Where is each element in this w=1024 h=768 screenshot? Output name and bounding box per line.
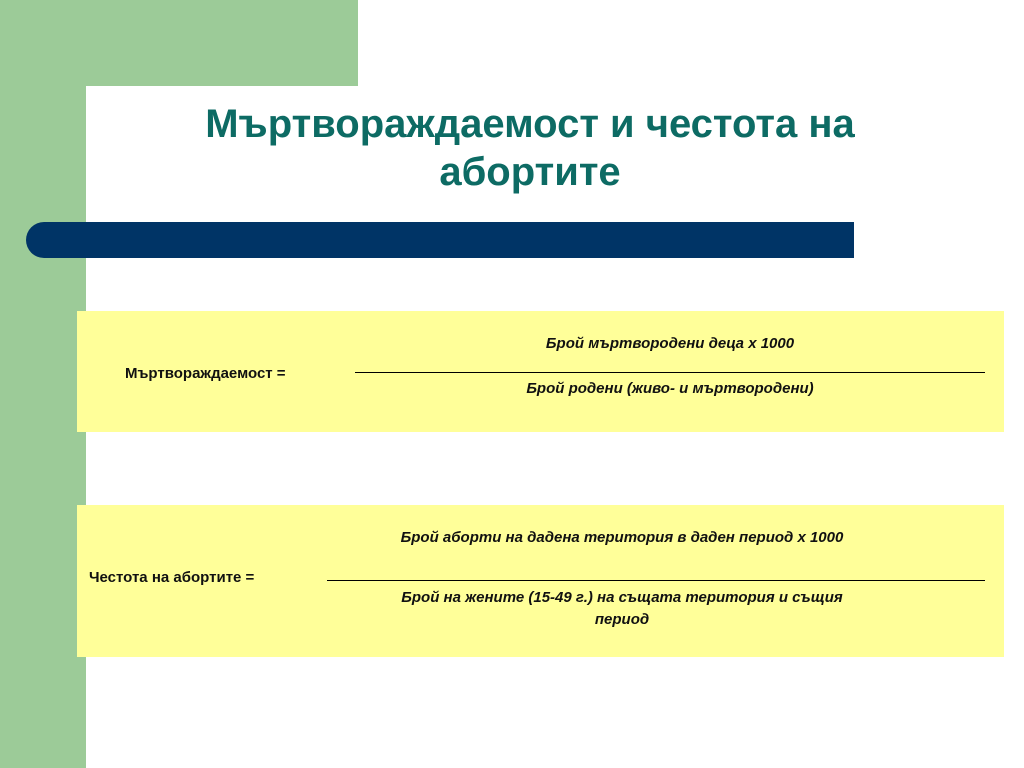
slide-title xyxy=(130,100,930,196)
abortion-rate-label: Честота на абортите = xyxy=(89,569,255,586)
slide-title-line-2: абортите xyxy=(439,150,621,194)
stillbirth-rate-label: Мъртвораждаемост = xyxy=(125,365,286,382)
stillbirth-denominator: Брой родени (живо- и мъртвородени) xyxy=(526,380,814,397)
title-underline-bar xyxy=(26,222,854,258)
green-side-band xyxy=(0,0,86,768)
stillbirth-fraction-line xyxy=(355,372,985,373)
abortion-denominator-line-1: Брой на жените (15-49 г.) на същата територия и същия xyxy=(401,589,843,606)
slide-title-line-1: Мъртвораждаемост и честота на xyxy=(205,102,855,146)
abortion-numerator: Брой аборти на дадена територия в даден период х 1000 xyxy=(400,529,844,546)
abortion-formula-box xyxy=(77,505,1004,657)
abortion-fraction-line xyxy=(327,580,985,581)
abortion-denominator-line-2: период xyxy=(594,611,650,628)
stillbirth-formula-box xyxy=(77,311,1004,432)
green-top-band xyxy=(0,0,358,86)
abortion-denominator xyxy=(297,587,947,631)
stillbirth-numerator: Брой мъртвородени деца х 1000 xyxy=(545,335,795,352)
